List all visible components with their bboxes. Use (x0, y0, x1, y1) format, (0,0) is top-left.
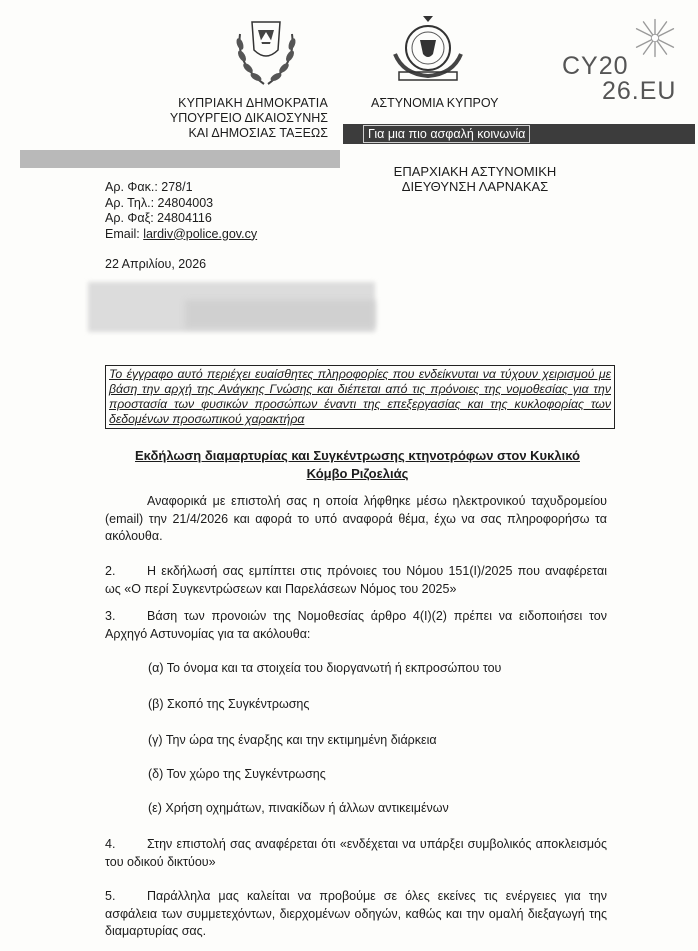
header-bar-left (20, 150, 340, 168)
paragraph-2 (105, 563, 607, 598)
police-slogan: Για μια πιο ασφαλή κοινωνία (363, 125, 530, 143)
presidency-logo-line-2: 26.EU (602, 77, 677, 105)
paragraph-4-number: 4. (105, 837, 116, 851)
email-line (105, 227, 257, 243)
contact-block (105, 180, 257, 242)
division-line-2: ΔΙΕΥΘΥΝΣΗ ΛΑΡΝΑΚΑΣ (401, 179, 549, 194)
presidency-logo-line-1: CY20 (562, 52, 629, 80)
ministry-line-1: ΥΠΟΥΡΓΕΙΟ ΔΙΚΑΙΟΣΥΝΗΣ (169, 111, 328, 125)
paragraph-5 (105, 888, 607, 941)
paragraph-5-number: 5. (105, 889, 116, 903)
fax-number: Αρ. Φαξ: 24804116 (105, 211, 212, 225)
police-emblem-icon (385, 14, 471, 88)
subject-line-1: Εκδήλωση διαμαρτυρίας και Συγκέντρωσης κτηνοτρόφων στον Κυκλικό (135, 448, 580, 463)
list-item: (ε) Χρήση οχημάτων, πινακίδων ή άλλων αντικειμένων (148, 801, 449, 815)
list-item: (α) Το όνομα και τα στοιχεία του διοργανωτή ή εκπροσώπου του (148, 661, 502, 675)
letter-subject (110, 447, 605, 483)
file-number: Αρ. Φακ.: 278/1 (105, 180, 193, 194)
paragraph-5-text: Παράλληλα μας καλείται να προβούμε σε όλες εκείνες τις ενέργειες για την ασφάλεια των συμμετεχόντων, διερχομένων οδηγών, καθώς και την ομαλή διεξαγωγή της διαμαρτυρίας σας. (105, 889, 607, 938)
confidentiality-notice: Το έγγραφο αυτό περιέχει ευαίσθητες πληροφορίες που ενδείκνυται να τύχουν χειρισμού με βάση την αρχή της Ανάγκης Γνώσης και διέπεται από τις πρόνοιες της νομοθεσίας για την προστασία των φυσικών προσώπων έναντι της επεξεργασίας και της κυκλοφορίας των δεδομένων προσωπικού χαρακτήρα (105, 365, 615, 429)
paragraph-2-text: Η εκδήλωσή σας εμπίπτει στις πρόνοιες του Νόμου 151(Ι)/2025 που αναφέρεται ως «Ο περί Συγκεντρώσεων και Παρελάσεων Νόμος του 2025» (105, 564, 607, 596)
letter-date: 22 Απριλίου, 2026 (105, 257, 207, 271)
email-link[interactable]: lardiv@police.gov.cy (143, 226, 258, 241)
paragraph-4-text: Στην επιστολή σας αναφέρεται ότι «ενδέχεται να υπάρξει συμβολικός αποκλεισμός του οδικού δικτύου» (105, 837, 607, 869)
subject-line-2: Κόμβο Ριζοελιάς (306, 466, 409, 481)
republic-name: ΚΥΠΡΙΑΚΗ ΔΗΜΟΚΡΑΤΙΑ (178, 96, 328, 110)
paragraph-3-number: 3. (105, 609, 116, 623)
list-item: (γ) Την ώρα της έναρξης και την εκτιμημένη διάρκεια (148, 733, 437, 747)
email-label: Email: (105, 226, 144, 241)
paragraph-4 (105, 836, 607, 871)
redacted-recipient-detail (185, 300, 375, 328)
list-item: (δ) Τον χώρο της Συγκέντρωσης (148, 767, 326, 781)
ministry-line-2: ΚΑΙ ΔΗΜΟΣΙΑΣ ΤΑΞΕΩΣ (188, 126, 328, 140)
cyprus-emblem-icon (228, 14, 304, 94)
division-block (350, 164, 600, 194)
phone-number: Αρ. Τηλ.: 24804003 (105, 195, 214, 210)
police-name: ΑΣΤΥΝΟΜΙΑ ΚΥΠΡΟΥ (371, 96, 499, 110)
list-item: (β) Σκοπό της Συγκέντρωσης (148, 697, 310, 711)
division-line-1: ΕΠΑΡΧΙΑΚΗ ΑΣΤΥΝΟΜΙΚΗ (393, 164, 557, 179)
presidency-logo-text (562, 54, 676, 104)
paragraph-2-number: 2. (105, 564, 116, 578)
paragraph-3 (105, 608, 607, 643)
paragraph-1: Αναφορικά με επιστολή σας η οποία λήφθηκε μέσω ηλεκτρονικού ταχυδρομείου (email) την 21/4/2026 και αφορά το υπό αναφορά θέμα, έχω να σας πληροφορήσω τα ακόλουθα. (105, 494, 607, 543)
ministry-block (140, 96, 328, 141)
paragraph-3-text: Βάση των προνοιών της Νομοθεσίας άρθρο 4(Ι)(2) πρέπει να ειδοποιήσει τον Αρχηγό Αστυνομίας για τα ακόλουθα: (105, 609, 607, 641)
